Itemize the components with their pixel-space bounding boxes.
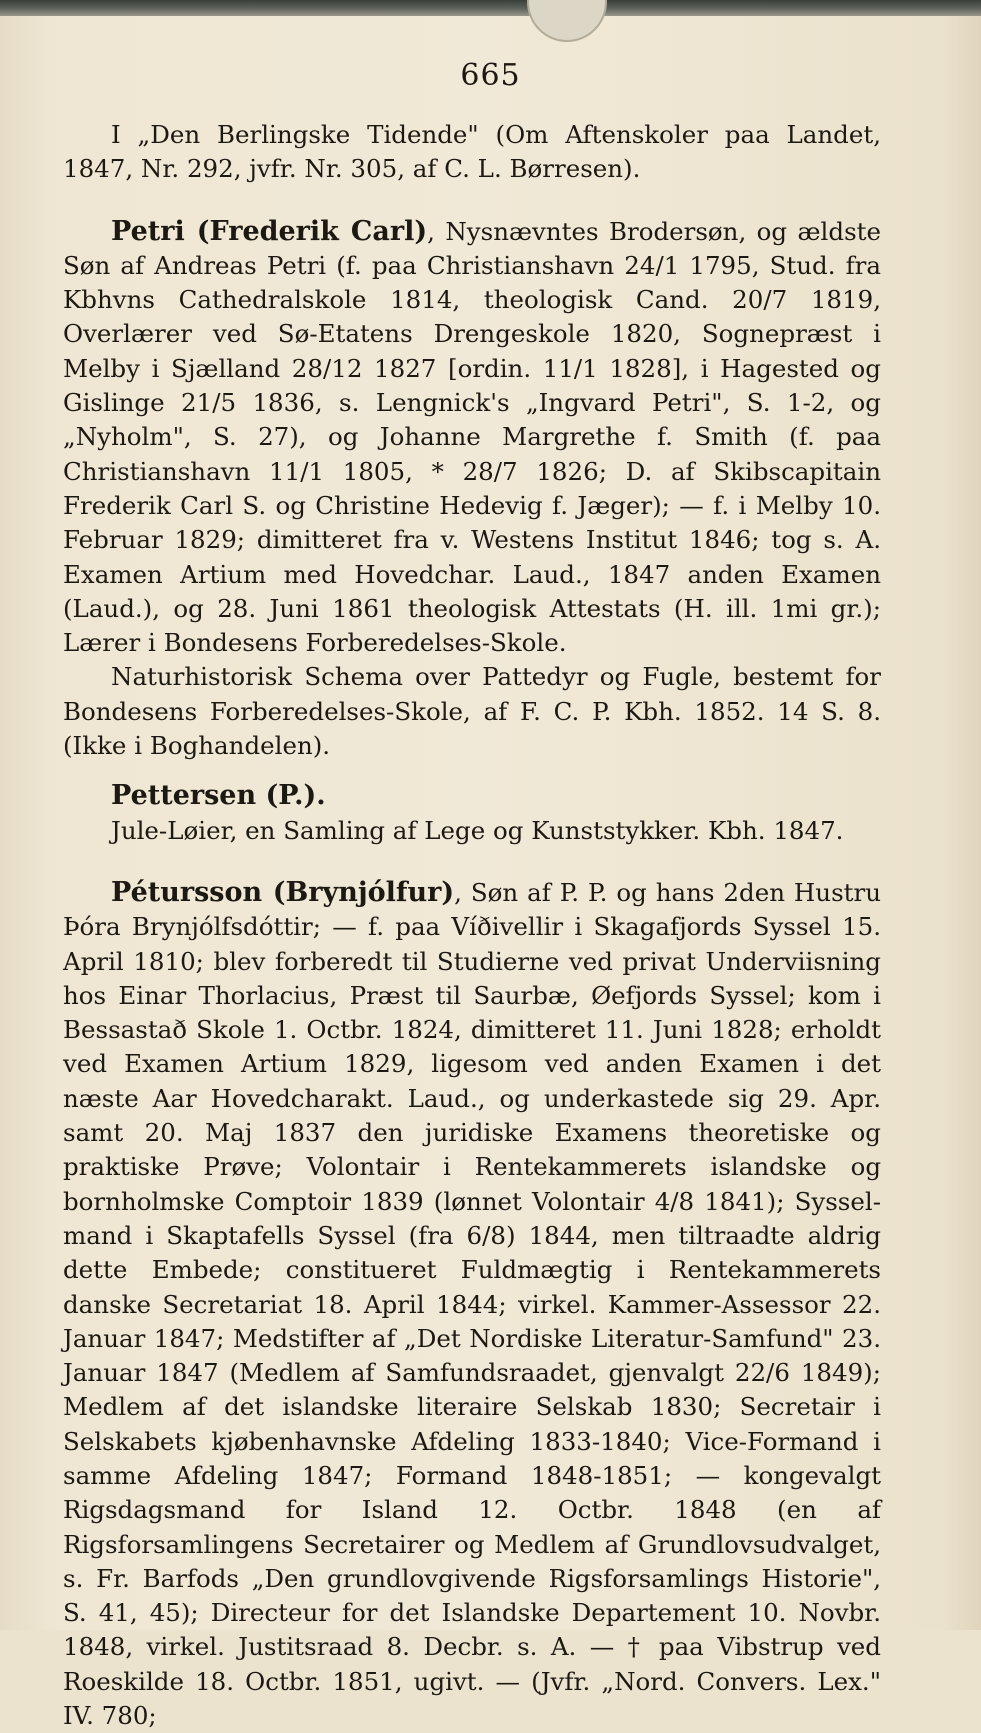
entry-pettersen	[63, 779, 881, 813]
entry-name-pettersen: Pettersen (P.).	[111, 780, 326, 812]
page-top-edge	[0, 0, 981, 16]
page-body	[63, 118, 881, 1733]
entry-petri-work: Naturhistorisk Schema over Pattedyr og Fugle, bestemt for Bondesens Forberedelses-Skole, af F. C. P. Kbh. 1852. 14 S. 8. (Ikke i Boghandelen).	[63, 662, 881, 761]
entry-name-petri: Petri (Frederik Carl)	[111, 215, 428, 247]
page-tab-notch	[527, 0, 607, 42]
entry-petri	[63, 215, 881, 661]
entry-text-petri: , Nysnævntes Brodersøn, og ældste Søn af Andreas Petri (f. paa Christianshavn 24/1 1795, Stud. fra Kbhvns Cathedralskole 1814, theologisk Cand. 20/7 1819, Overlærer ved Sø-Etatens Drengeskole 1820, Sognepræst i Melby i Sjælland 28/12 1827 [ordin. 11/1 1828], i Hagested og Gislinge 21/5 1836, s. Lengnick's „Ingvard Petri", S. 1-2, og „Nyholm", S. 27), og Johanne Margrethe f. Smith (f. paa Christianshavn 11/1 1805, * 28/7 1826; D. af Skibscapitain Frederik Carl S. og Christine Hedevig f. Jæger); — f. i Melby 10. Februar 1829; dimitteret fra v. Westens Institut 1846; tog s. A. Examen Artium med Hovedchar. Laud., 1847 anden Examen (Laud.), og 28. Juni 1861 theologisk Attestats (H. ill. 1mi gr.); Lærer i Bondesens Forberedelses-Skole.	[63, 216, 881, 658]
entry-pettersen-work: Jule-Løier, en Samling af Lege og Kunststykker. Kbh. 1847.	[111, 815, 844, 845]
continuation-reference: I „Den Berlingske Tidende" (Om Aftenskoler paa Landet, 1847, Nr. 292, jvfr. Nr. 305, af C. L. Børresen).	[63, 120, 881, 184]
entry-petursson	[63, 876, 881, 1733]
page-number: 665	[460, 58, 521, 93]
entry-text-petursson: , Søn af P. P. og hans 2den Hustru Þóra Brynjólfsdóttir; — f. paa Víðivellir i Skagafjords Syssel 15. April 1810; blev forberedt til Studierne ved privat Underviisning hos Einar Thorlacius, Præst til Saurbæ, Øefjords Syssel; kom i Bessastað Skole 1. Octbr. 1824, dimitteret 11. Juni 1828; erholdt ved Examen Artium 1829, ligesom ved anden Examen i det næste Aar Hovedcharakt. Laud., og underkastede sig 29. Apr. samt 20. Maj 1837 den juridiske Examens theoretiske og praktiske Prøve; Volontair i Rentekammerets islandske og bornholmske Comptoir 1839 (lønnet Volontair 4/8 1841); Sysselmand i Skaptafells Syssel (fra 6/8) 1844, men tiltraadte aldrig dette Embede; constitueret Fuldmægtig i Rentekammerets danske Secretariat 18. April 1844; virkel. Kammer-Assessor 22. Januar 1847; Medstifter af „Det Nordiske Literatur-Samfund" 23. Januar 1847 (Medlem af Samfundsraadet, gjenvalgt 22/6 1849); Medlem af det islandske literaire Selskab 1830; Secretair i Selskabets kjøbenhavnske Afdeling 1833-1840; Vice-Formand i samme Afdeling 1847; Formand 1848-1851; — kongevalgt Rigsdagsmand for Island 12. Octbr. 1848 (en af Rigsforsamlingens Secretairer og Medlem af Grundlovsudvalget, s. Fr. Barfods „Den grundlovgivende Rigsforsamlings Historie", S. 41, 45); Directeur for det Islandske Departement 10. Novbr. 1848, virkel. Justitsraad 8. Decbr. s. A. — † paa Vibstrup ved Roeskilde 18. Octbr. 1851, ugivt. — (Jvfr. „Nord. Convers. Lex." IV. 780;	[63, 877, 881, 1731]
entry-name-petursson: Pétursson (Brynjólfur)	[111, 876, 455, 908]
